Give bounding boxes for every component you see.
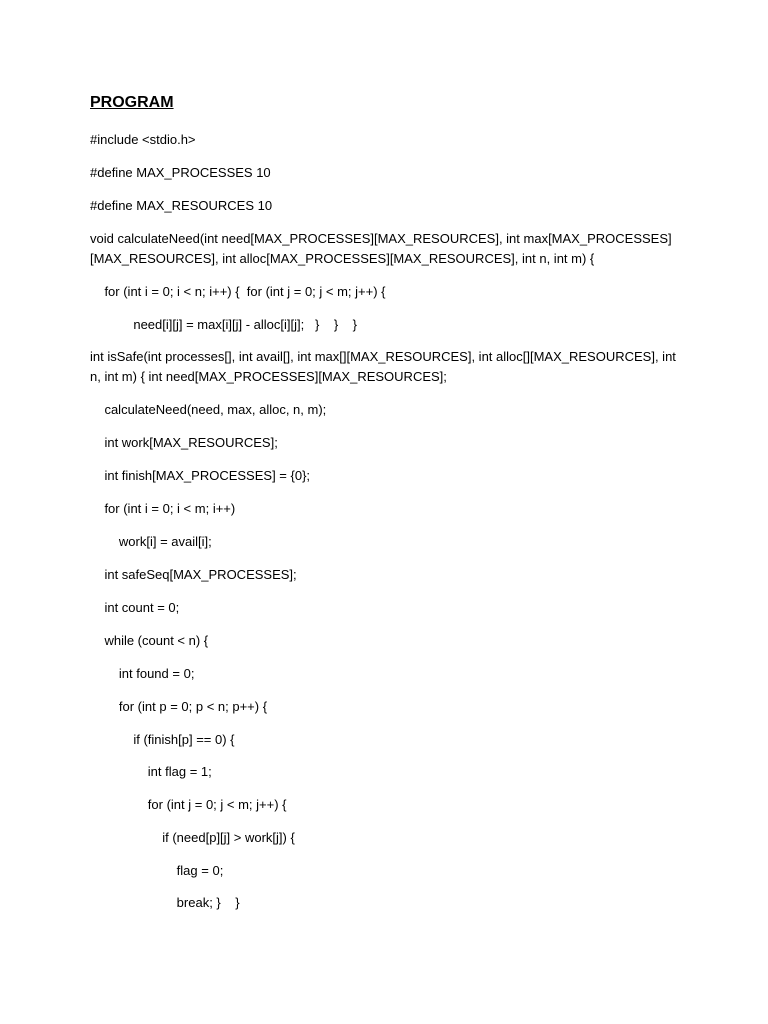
code-line-if-finish: if (finish[p] == 0) { xyxy=(90,732,235,747)
code-line-for-p: for (int p = 0; p < n; p++) { xyxy=(90,699,268,714)
code-line-while: while (count < n) { xyxy=(90,633,209,648)
code-line-work-assign: work[i] = avail[i]; xyxy=(90,534,212,549)
code-line-safe-seq-decl: int safeSeq[MAX_PROCESSES]; xyxy=(90,567,297,582)
code-line-is-safe-signature: int isSafe(int processes[], int avail[], int max[][MAX_RESOURCES], int alloc[][MAX_RESOURCES], int n, int m) { int need[MAX_PROCESSES][MAX_RESOURCES]; xyxy=(90,349,676,384)
code-line-for-work: for (int i = 0; i < m; i++) xyxy=(90,501,236,516)
code-line-need-assignment: need[i][j] = max[i][j] - alloc[i][j]; } } } xyxy=(90,317,357,332)
code-line-define-resources: #define MAX_RESOURCES 10 xyxy=(90,198,273,213)
code-line-flag-decl: int flag = 1; xyxy=(90,764,212,779)
code-line-define-processes: #define MAX_PROCESSES 10 xyxy=(90,165,271,180)
code-line-work-decl: int work[MAX_RESOURCES]; xyxy=(90,435,278,450)
code-line-call-calculate-need: calculateNeed(need, max, alloc, n, m); xyxy=(90,402,327,417)
code-line-for-j: for (int j = 0; j < m; j++) { xyxy=(90,797,287,812)
code-line-finish-decl: int finish[MAX_PROCESSES] = {0}; xyxy=(90,468,311,483)
code-line-if-need: if (need[p][j] > work[j]) { xyxy=(90,830,295,845)
code-line-break: break; } } xyxy=(90,895,240,910)
code-line-count-decl: int count = 0; xyxy=(90,600,180,615)
code-line-calculate-need-signature: void calculateNeed(int need[MAX_PROCESSES][MAX_RESOURCES], int max[MAX_PROCESSES][MAX_RESOURCES], int alloc[MAX_PROCESSES][MAX_RESOURCES], int n, int m) { xyxy=(90,231,672,266)
code-line-outer-loops: for (int i = 0; i < n; i++) { for (int j = 0; j < m; j++) { xyxy=(90,284,386,299)
code-line-flag-zero: flag = 0; xyxy=(90,863,224,878)
program-heading: PROGRAM xyxy=(90,94,174,111)
code-line-found-decl: int found = 0; xyxy=(90,666,195,681)
code-line-include: #include <stdio.h> xyxy=(90,132,196,147)
